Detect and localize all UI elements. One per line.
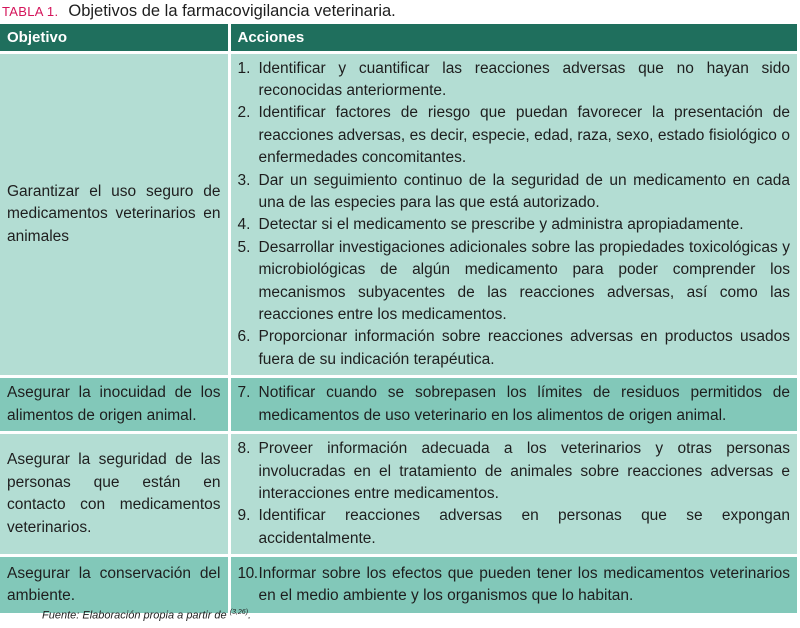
- objective-cell: Asegurar la conservación del ambiente.: [0, 556, 229, 613]
- action-number: 5.: [237, 238, 251, 256]
- action-item: [238, 563, 791, 608]
- actions-list: [238, 438, 791, 550]
- action-item: [238, 438, 791, 505]
- table-row: [0, 556, 797, 613]
- action-text: Proporcionar información sobre reacciones adversas en productos usados fuera de su indicación terapéutica.: [258, 328, 790, 368]
- table-title: Objetivos de la farmacovigilancia veterinaria.: [68, 1, 396, 20]
- action-item: [238, 58, 791, 103]
- objectives-table: [0, 24, 797, 613]
- action-text: Notificar cuando se sobrepasen los límites de residuos permitidos de medicamentos de uso veterinario en los alimentos de origen animal.: [258, 384, 790, 424]
- source-references: (3,26): [229, 609, 249, 616]
- action-text: Desarrollar investigaciones adicionales sobre las propiedades toxicológicas y microbiológicas de algún medicamento para poder comprender los mecanismos subyacentes de las reacciones adversas, así como las reacciones entre los medicamentos.: [258, 238, 790, 323]
- action-text: Identificar factores de riesgo que puedan favorecer la presentación de reacciones adversas, es decir, especie, edad, raza, sexo, estado fisiológico o enfermedades concomitantes.: [258, 104, 790, 167]
- action-text: Identificar reacciones adversas en personas que se expongan accidentalmente.: [258, 507, 790, 547]
- table-header-row: [0, 24, 797, 52]
- objective-cell: Asegurar la seguridad de las personas que están en contacto con medicamentos veterinarios.: [0, 433, 229, 556]
- table-label: TABLA 1.: [2, 3, 59, 19]
- action-text: Proveer información adecuada a los veterinarios y otras personas involucradas en el tratamiento de animales sobre reacciones adversas e interacciones entre medicamentos.: [258, 440, 790, 502]
- source-end: .: [248, 609, 252, 622]
- actions-list: [238, 382, 791, 427]
- objective-cell: Garantizar el uso seguro de medicamentos veterinarios en animales: [0, 52, 229, 377]
- action-item: [238, 326, 791, 371]
- action-item: [238, 170, 791, 215]
- action-text: Informar sobre los efectos que pueden tener los medicamentos veterinarios en el medio ambiente y los organismos que lo habitan.: [258, 564, 790, 604]
- action-item: [238, 505, 791, 550]
- action-number: 10.: [237, 564, 258, 582]
- table-row: [0, 377, 797, 433]
- table-caption: [0, 0, 800, 22]
- column-header-objetivo: Objetivo: [0, 24, 229, 52]
- column-header-acciones: Acciones: [229, 24, 797, 52]
- objective-cell: Asegurar la inocuidad de los alimentos de origen animal.: [0, 377, 229, 433]
- action-number: 2.: [237, 104, 251, 122]
- actions-cell: [229, 556, 797, 613]
- action-text: Identificar y cuantificar las reacciones adversas que no hayan sido reconocidas anteriormente.: [258, 59, 790, 99]
- action-text: Detectar si el medicamento se prescribe y administra apropiadamente.: [258, 216, 744, 234]
- action-item: [238, 102, 791, 169]
- actions-list: [238, 563, 791, 608]
- action-number: 8.: [237, 440, 251, 458]
- actions-cell: [229, 52, 797, 377]
- action-item: [238, 237, 791, 327]
- action-number: 4.: [237, 216, 251, 234]
- actions-cell: [229, 377, 797, 433]
- action-text: Dar un seguimiento continuo de la seguridad de un medicamento en cada una de las especies para las que está autorizado.: [258, 171, 790, 211]
- action-number: 7.: [237, 384, 251, 402]
- actions-cell: [229, 433, 797, 556]
- action-item: [238, 382, 791, 427]
- action-number: 1.: [237, 59, 251, 77]
- table-row: [0, 433, 797, 556]
- table-row: [0, 52, 797, 377]
- action-number: 9.: [237, 507, 251, 525]
- actions-list: [238, 58, 791, 372]
- source-text: Fuente: Elaboración propia a partir de: [42, 609, 230, 622]
- action-number: 3.: [237, 171, 251, 189]
- action-item: [238, 214, 791, 236]
- action-number: 6.: [237, 328, 251, 346]
- source-note: [42, 609, 251, 622]
